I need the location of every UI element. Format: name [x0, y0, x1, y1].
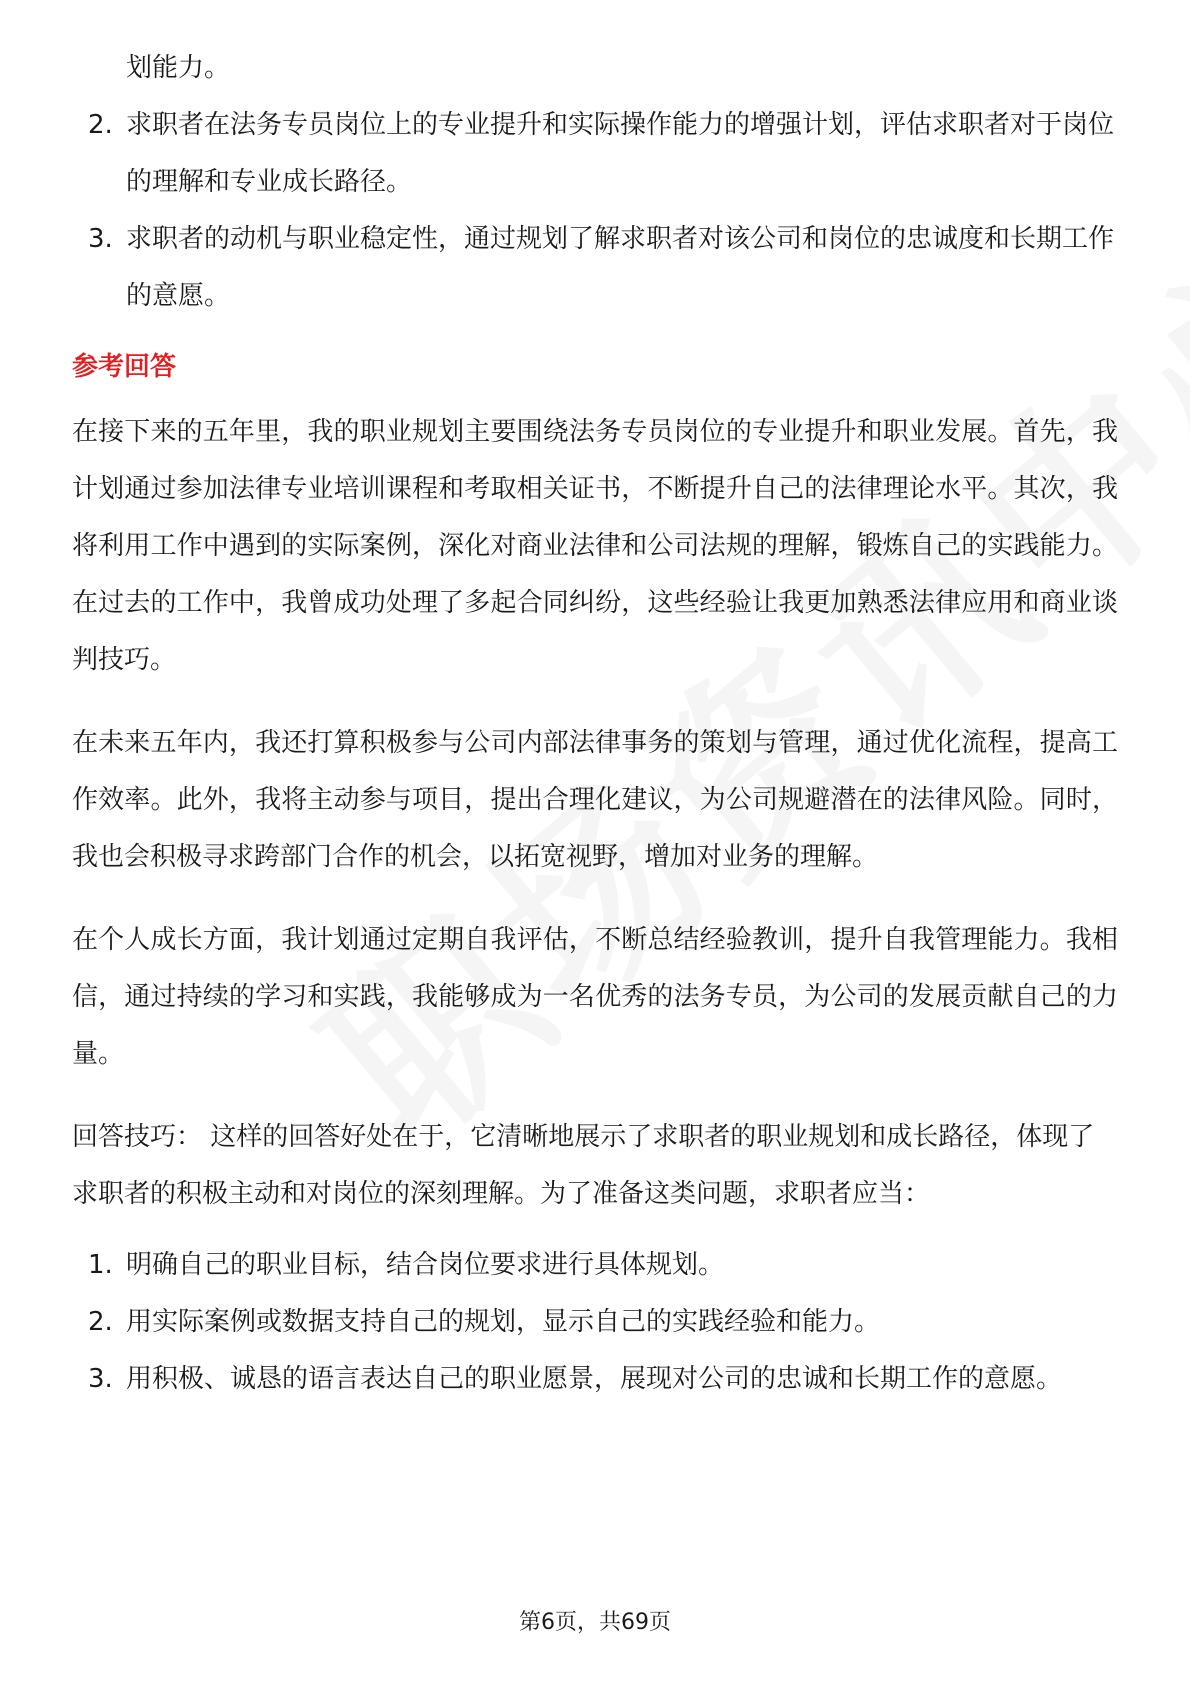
list-number: 3.	[88, 1364, 113, 1394]
list-item	[72, 211, 1118, 325]
page-content	[72, 40, 1118, 1408]
answer-paragraph: 在接下来的五年里，我的职业规划主要围绕法务专员岗位的专业提升和职业发展。首先，我计划通过参加法律专业培训课程和考取相关证书，不断提升自己的法律理论水平。其次，我将利用工作中遇到的实际案例，深化对商业法律和公司法规的理解，锻炼自己的实践能力。在过去的工作中，我曾成功处理了多起合同纠纷，这些经验让我更加熟悉法律应用和商业谈判技巧。	[72, 417, 1118, 675]
list-number: 2.	[88, 110, 113, 140]
list-text: 求职者的动机与职业稳定性，通过规划了解求职者对该公司和岗位的忠诚度和长期工作的意愿。	[126, 224, 1115, 311]
list-text: 明确自己的职业目标，结合岗位要求进行具体规划。	[126, 1250, 725, 1280]
list-number: 1.	[88, 1250, 113, 1280]
list-number: 3.	[88, 224, 113, 254]
list-text: 用积极、诚恳的语言表达自己的职业愿景，展现对公司的忠诚和长期工作的意愿。	[126, 1364, 1063, 1394]
answer-paragraph: 在未来五年内，我还打算积极参与公司内部法律事务的策划与管理，通过优化流程，提高工作效率。此外，我将主动参与项目，提出合理化建议，为公司规避潜在的法律风险。同时，我也会积极寻求跨部门合作的机会，以拓宽视野，增加对业务的理解。	[72, 728, 1118, 872]
list-item	[72, 97, 1118, 211]
list-number: 2.	[88, 1307, 113, 1337]
list-text: 求职者在法务专员岗位上的专业提升和实际操作能力的增强计划，评估求职者对于岗位的理解和专业成长路径。	[126, 110, 1115, 197]
section-title: 参考回答	[72, 352, 177, 382]
list-item	[72, 1351, 1118, 1408]
tips-intro: 回答技巧： 这样的回答好处在于，它清晰地展示了求职者的职业规划和成长路径，体现了求职者的积极主动和对岗位的深刻理解。为了准备这类问题，求职者应当：	[72, 1122, 1095, 1209]
tips-list	[72, 1237, 1118, 1408]
page-footer: 第6页，共69页	[519, 1610, 671, 1635]
criteria-list	[72, 97, 1118, 325]
list-item	[72, 1294, 1118, 1351]
continued-text: 划能力。	[126, 53, 231, 83]
list-text: 用实际案例或数据支持自己的规划，显示自己的实践经验和能力。	[126, 1307, 881, 1337]
answer-paragraph: 在个人成长方面，我计划通过定期自我评估，不断总结经验教训，提升自我管理能力。我相信，通过持续的学习和实践，我能够成为一名优秀的法务专员，为公司的发展贡献自己的力量。	[72, 925, 1118, 1069]
list-item	[72, 1237, 1118, 1294]
